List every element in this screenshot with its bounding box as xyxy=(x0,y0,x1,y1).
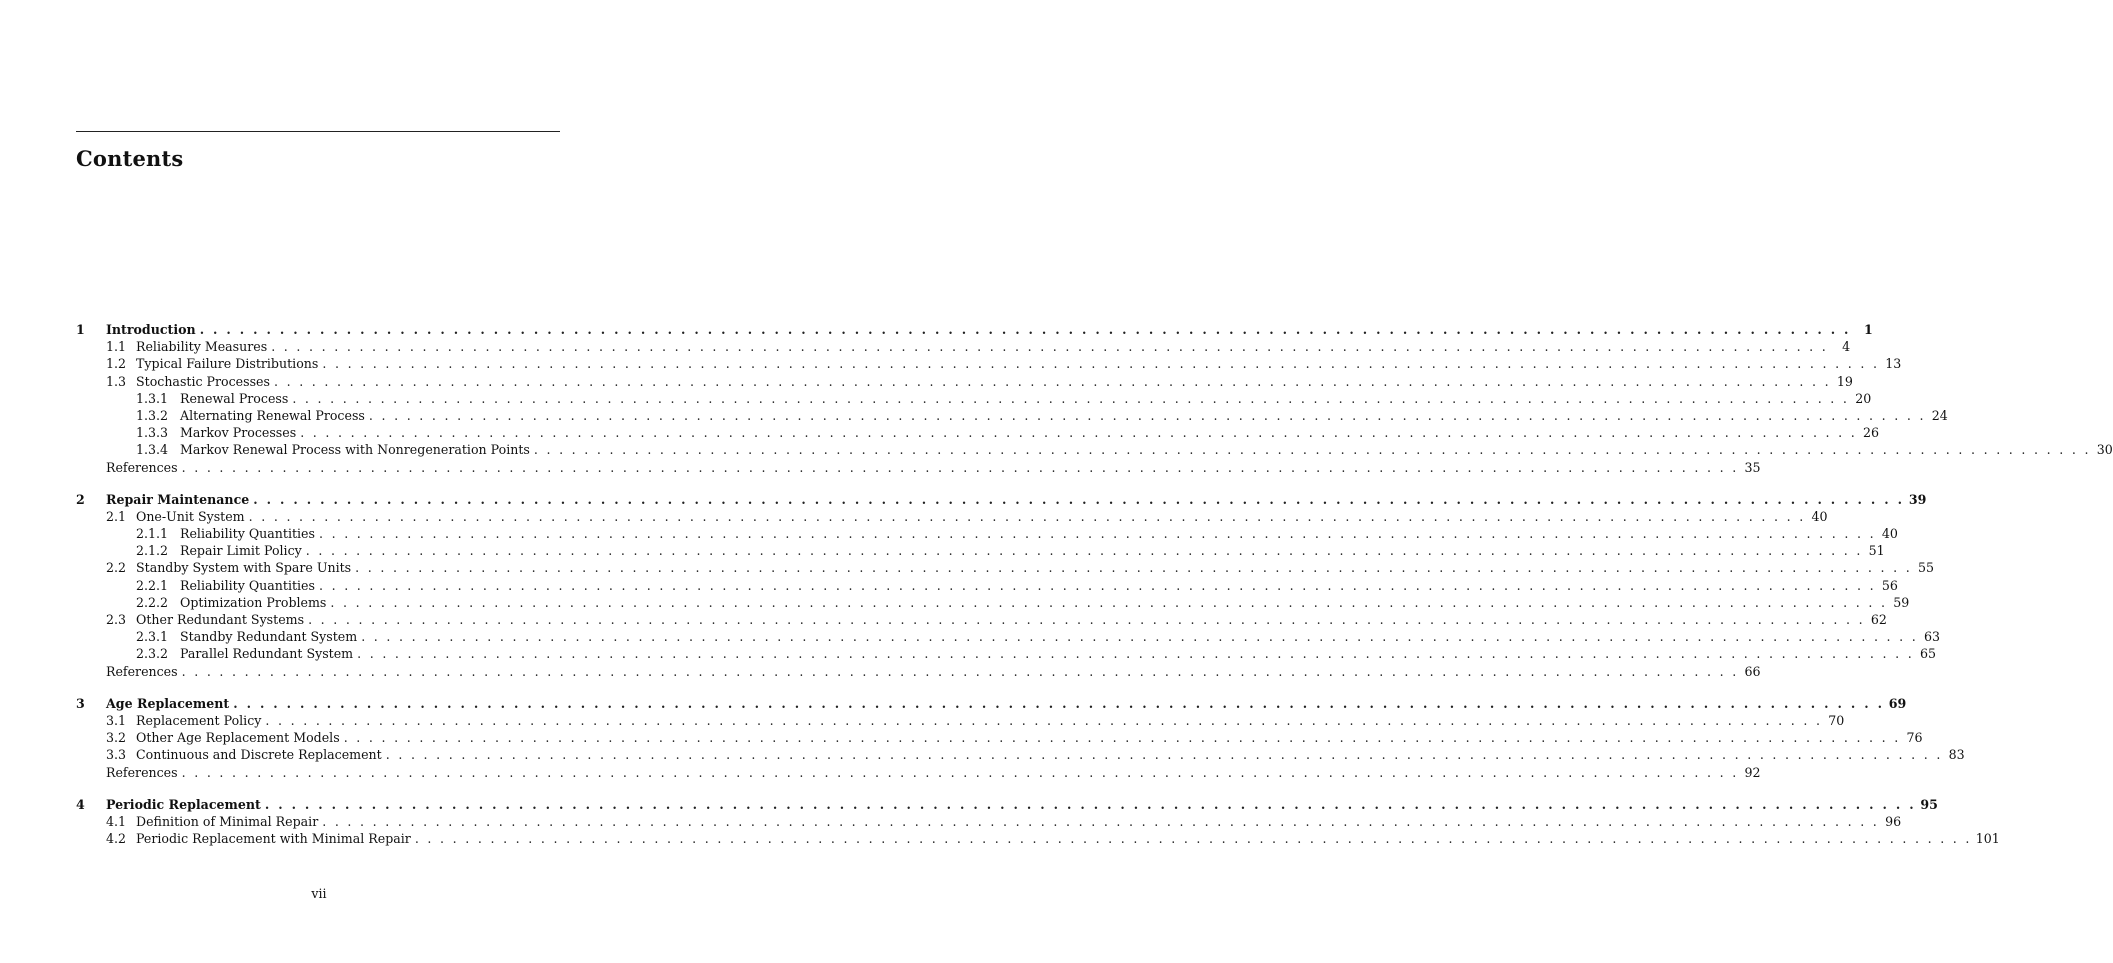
leader-dots xyxy=(300,424,1857,441)
entry-number: 2.2.2 xyxy=(136,594,169,610)
entry-page: 19 xyxy=(1836,373,1853,389)
entry-number: 1.3.3 xyxy=(136,425,169,441)
leader-dots xyxy=(306,542,1863,559)
entry-number: 2.3.2 xyxy=(136,646,169,662)
entry-page: 40 xyxy=(1881,526,1898,542)
section-entry[interactable] xyxy=(76,338,1851,355)
entry-title: Periodic Replacement xyxy=(106,796,261,812)
leader-dots xyxy=(330,594,1887,611)
chapter-entry[interactable] xyxy=(76,321,1873,338)
entry-page: 26 xyxy=(1863,425,1880,441)
entry-page: 55 xyxy=(1918,560,1935,576)
entry-number: 2.2 xyxy=(106,560,127,576)
leader-dots xyxy=(355,559,1912,576)
chapter-entry[interactable] xyxy=(76,491,1927,508)
entry-title: Parallel Redundant System xyxy=(180,646,354,662)
entry-number: 3.2 xyxy=(106,730,127,746)
leader-dots xyxy=(357,645,1914,662)
entry-title: Optimization Problems xyxy=(180,594,327,610)
leader-dots xyxy=(344,729,1901,746)
entry-page: 70 xyxy=(1828,712,1845,728)
entry-page: 76 xyxy=(1906,730,1923,746)
section-entry[interactable] xyxy=(76,373,1853,390)
leader-dots xyxy=(386,746,1943,763)
entry-page: 1 xyxy=(1863,322,1873,337)
entry-page: 83 xyxy=(1948,747,1965,763)
table-of-contents xyxy=(76,321,2113,847)
page-number: vii xyxy=(311,886,327,901)
leader-dots xyxy=(182,764,1739,781)
entry-title: Renewal Process xyxy=(180,390,289,406)
entry-title: References xyxy=(106,663,178,679)
entry-number: 1.1 xyxy=(106,339,127,355)
subsection-entry[interactable] xyxy=(76,594,1910,611)
chapter-entry[interactable] xyxy=(76,796,1938,813)
leader-dots xyxy=(182,663,1739,680)
entry-title: Other Age Replacement Models xyxy=(136,730,340,746)
entry-title: Markov Renewal Process with Nonregeneration Points xyxy=(180,442,530,458)
section-entry[interactable] xyxy=(76,813,1902,830)
entry-number: 2.1.2 xyxy=(136,543,169,559)
entry-page: 62 xyxy=(1870,612,1887,627)
references-entry[interactable] xyxy=(76,764,1761,781)
leader-dots xyxy=(249,508,1806,525)
section-entry[interactable] xyxy=(76,746,1965,763)
entry-page: 96 xyxy=(1885,813,1902,829)
leader-dots xyxy=(308,611,1865,628)
entry-page: 66 xyxy=(1744,663,1761,679)
entry-title: References xyxy=(106,764,178,780)
entry-title: Typical Failure Distributions xyxy=(136,356,319,372)
entry-page: 13 xyxy=(1885,356,1902,372)
entry-number: 2.1.1 xyxy=(136,526,169,542)
entry-title: Stochastic Processes xyxy=(136,373,270,389)
entry-page: 40 xyxy=(1811,508,1828,524)
leader-dots xyxy=(534,441,2091,458)
leader-dots xyxy=(274,373,1831,390)
entry-page: 56 xyxy=(1881,577,1898,593)
entry-title: Markov Processes xyxy=(180,425,297,441)
entry-number: 4.1 xyxy=(106,813,127,829)
leader-dots xyxy=(292,390,1849,407)
entry-number: 1.3 xyxy=(106,373,127,389)
leader-dots xyxy=(319,525,1876,542)
entry-number: 1.2 xyxy=(106,356,127,372)
section-entry[interactable] xyxy=(76,830,2000,847)
leader-dots xyxy=(200,321,1851,338)
entry-title: Standby Redundant System xyxy=(180,629,358,645)
entry-number: 4.2 xyxy=(106,831,127,847)
subsection-entry[interactable] xyxy=(76,407,1948,424)
page-title: Contents xyxy=(76,146,184,171)
entry-number: 1.3.4 xyxy=(136,442,169,458)
entry-title: Reliability Quantities xyxy=(180,526,315,542)
references-entry[interactable] xyxy=(76,459,1761,476)
entry-number: 1 xyxy=(76,322,85,337)
leader-dots xyxy=(253,491,1904,508)
entry-title: Standby System with Spare Units xyxy=(136,560,352,576)
leader-dots xyxy=(415,830,1972,847)
leader-dots xyxy=(322,813,1879,830)
entry-number: 2.3 xyxy=(106,612,127,627)
entry-number: 3 xyxy=(76,695,85,711)
section-entry[interactable] xyxy=(76,611,1887,628)
entry-title: Periodic Replacement with Minimal Repair xyxy=(136,831,411,847)
entry-page: 92 xyxy=(1744,764,1761,780)
entry-title: Repair Limit Policy xyxy=(180,543,302,559)
entry-page: 24 xyxy=(1931,407,1948,423)
entry-page: 39 xyxy=(1908,491,1927,507)
leader-dots xyxy=(271,338,1828,355)
section-entry[interactable] xyxy=(76,355,1902,372)
entry-page: 65 xyxy=(1919,646,1936,662)
subsection-entry[interactable] xyxy=(76,645,1936,662)
entry-number: 2.3.1 xyxy=(136,629,169,645)
entry-title: Reliability Measures xyxy=(136,339,268,355)
section-entry[interactable] xyxy=(76,712,1845,729)
subsection-entry[interactable] xyxy=(76,424,1880,441)
subsection-entry[interactable] xyxy=(76,542,1885,559)
entry-number: 3.1 xyxy=(106,712,127,728)
entry-page: 59 xyxy=(1893,594,1910,610)
subsection-entry[interactable] xyxy=(76,577,1898,594)
entry-title: Replacement Policy xyxy=(136,712,262,728)
leader-dots xyxy=(265,796,1916,813)
entry-number: 3.3 xyxy=(106,747,127,763)
entry-title: Continuous and Discrete Replacement xyxy=(136,747,382,763)
section-entry[interactable] xyxy=(76,508,1828,525)
entry-number: 2.1 xyxy=(106,508,127,524)
leader-dots xyxy=(361,628,1918,645)
section-entry[interactable] xyxy=(76,729,1923,746)
entry-page: 101 xyxy=(1975,831,2000,847)
entry-title: One-Unit System xyxy=(136,508,245,524)
entry-title: Introduction xyxy=(106,322,196,337)
subsection-entry[interactable] xyxy=(76,390,1872,407)
entry-title: Repair Maintenance xyxy=(106,491,250,507)
entry-title: Alternating Renewal Process xyxy=(180,407,365,423)
entry-page: 35 xyxy=(1744,459,1761,475)
entry-number: 1.3.1 xyxy=(136,390,169,406)
entry-page: 95 xyxy=(1920,796,1938,812)
subsection-entry[interactable] xyxy=(76,525,1898,542)
entry-page: 30 xyxy=(2096,442,2113,458)
section-entry[interactable] xyxy=(76,559,1935,576)
entry-title: Reliability Quantities xyxy=(180,577,315,593)
entry-page: 69 xyxy=(1888,695,1907,711)
entry-title: Age Replacement xyxy=(106,695,230,711)
entry-title: Definition of Minimal Repair xyxy=(136,813,319,829)
entry-page: 63 xyxy=(1924,629,1941,645)
leader-dots xyxy=(265,712,1822,729)
leader-dots xyxy=(322,355,1879,372)
entry-page: 4 xyxy=(1842,339,1851,355)
chapter-entry[interactable] xyxy=(76,695,1907,712)
entry-title: Other Redundant Systems xyxy=(136,612,305,627)
leader-dots xyxy=(182,459,1739,476)
entry-number: 2 xyxy=(76,491,85,507)
entry-number: 4 xyxy=(76,796,85,812)
leader-dots xyxy=(233,695,1884,712)
entry-page: 20 xyxy=(1855,390,1872,406)
leader-dots xyxy=(319,577,1876,594)
top-rule xyxy=(76,131,560,132)
subsection-entry[interactable] xyxy=(76,628,1941,645)
subsection-entry[interactable] xyxy=(76,441,2113,458)
entry-number: 1.3.2 xyxy=(136,407,169,423)
entry-page: 51 xyxy=(1868,543,1885,559)
entry-title: References xyxy=(106,459,178,475)
leader-dots xyxy=(369,407,1926,424)
references-entry[interactable] xyxy=(76,663,1761,680)
entry-number: 2.2.1 xyxy=(136,577,169,593)
